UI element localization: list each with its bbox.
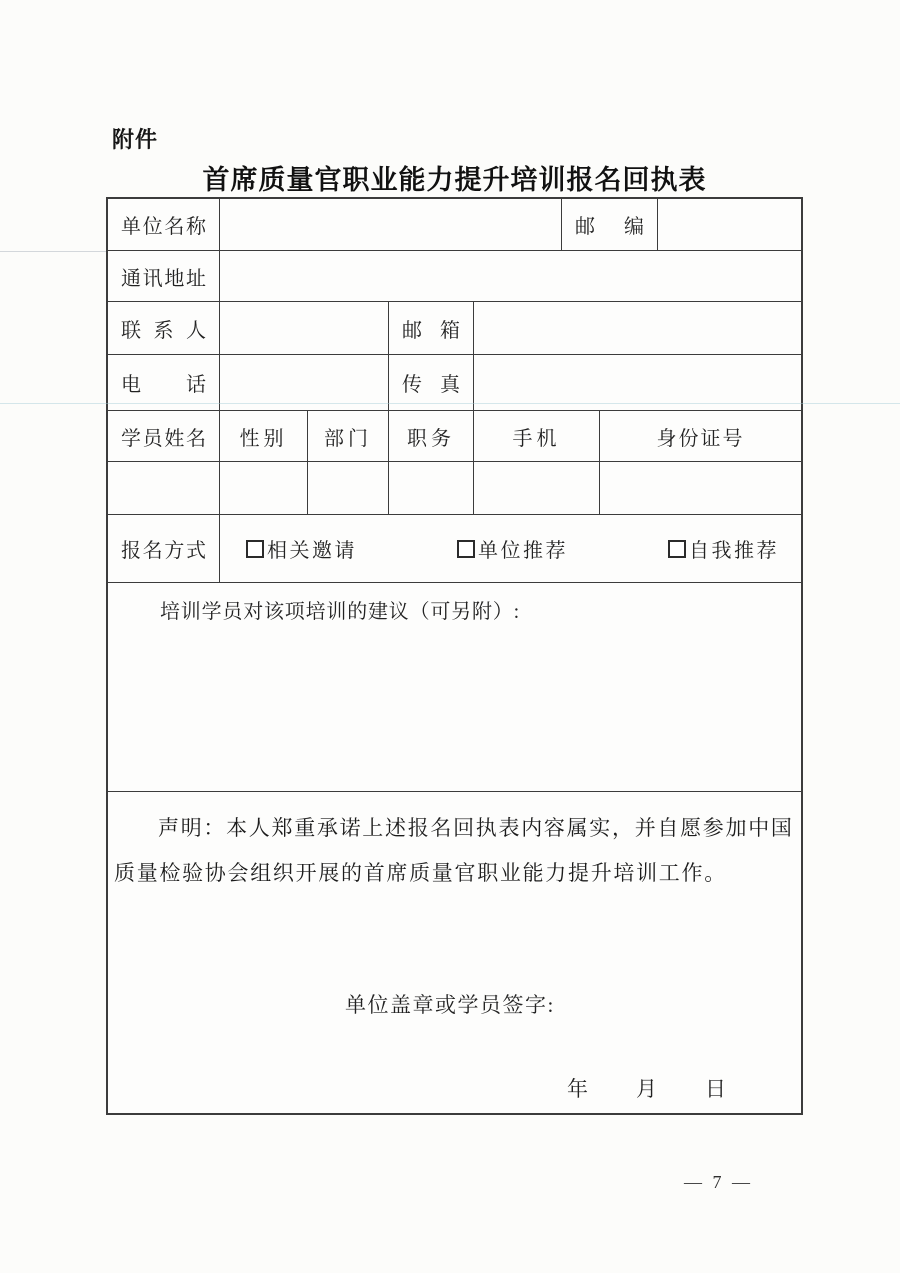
checkbox-icon[interactable] xyxy=(668,540,686,558)
form-title: 首席质量官职业能力提升培训报名回执表 xyxy=(202,165,707,195)
department-input-cell[interactable] xyxy=(308,462,389,514)
department-header: 部门 xyxy=(324,427,372,450)
option-related-invitation-label: 相关邀请 xyxy=(267,540,357,562)
email-input-cell[interactable] xyxy=(474,302,801,354)
mobile-header-cell xyxy=(474,411,600,461)
student-name-header-cell xyxy=(108,411,220,461)
option-related-invitation[interactable] xyxy=(246,534,357,563)
suggestion-input-cell[interactable] xyxy=(108,583,801,791)
student-name-input-cell[interactable] xyxy=(108,462,220,514)
student-name-header: 学员姓名 xyxy=(121,427,206,450)
fax-label-cell xyxy=(389,355,474,410)
position-input-cell[interactable] xyxy=(389,462,474,514)
mobile-header: 手机 xyxy=(512,427,561,450)
row-address xyxy=(108,251,801,302)
registration-form-table xyxy=(106,197,803,1115)
id-number-input-cell[interactable] xyxy=(600,462,801,514)
postal-code-label-cell xyxy=(562,199,658,250)
address-label: 通讯地址 xyxy=(121,267,206,290)
date-line: 年 月 日 xyxy=(567,1077,728,1101)
contact-label-cell xyxy=(108,302,220,354)
id-number-header: 身份证号 xyxy=(656,427,745,450)
address-label-cell xyxy=(108,251,220,301)
row-student-header xyxy=(108,411,801,462)
declaration-text: 声明：本人郑重承诺上述报名回执表内容属实，并自愿参加中国质量检验协会组织开展的首席质量官职业能力提升培训工作。 xyxy=(114,816,794,885)
option-unit-recommendation-label: 单位推荐 xyxy=(478,540,568,562)
gender-input-cell[interactable] xyxy=(220,462,308,514)
unit-name-input-cell[interactable] xyxy=(220,199,562,250)
position-header: 职务 xyxy=(407,427,455,450)
suggestion-label: 培训学员对该项培训的建议（可另附）: xyxy=(160,601,520,623)
gender-header: 性别 xyxy=(239,427,288,450)
scan-artifact-line xyxy=(0,251,106,252)
row-suggestions xyxy=(108,583,801,792)
registration-options-cell xyxy=(220,515,801,582)
option-self-recommendation[interactable] xyxy=(668,534,779,563)
contact-person-label: 联系人 xyxy=(121,319,206,342)
position-header-cell xyxy=(389,411,474,461)
row-declaration xyxy=(108,792,801,1113)
page-number: — 7 — xyxy=(684,1172,753,1192)
address-input-cell[interactable] xyxy=(220,251,801,301)
attachment-label: 附件 xyxy=(112,127,159,152)
gender-header-cell xyxy=(220,411,308,461)
checkbox-icon[interactable] xyxy=(457,540,475,558)
row-student-entry xyxy=(108,462,801,515)
option-self-recommendation-label: 自我推荐 xyxy=(689,540,779,562)
postal-code-label: 邮编 xyxy=(575,216,644,238)
department-header-cell xyxy=(308,411,389,461)
fax-input-cell[interactable] xyxy=(474,355,801,410)
checkbox-icon[interactable] xyxy=(246,540,264,558)
contact-input-cell[interactable] xyxy=(220,302,389,354)
scan-artifact-line xyxy=(0,403,900,404)
phone-label-cell xyxy=(108,355,220,410)
unit-name-label: 单位名称 xyxy=(121,216,206,238)
registration-method-label: 报名方式 xyxy=(121,540,206,562)
phone-input-cell[interactable] xyxy=(220,355,389,410)
option-unit-recommendation[interactable] xyxy=(457,534,568,563)
fax-label: 传真 xyxy=(402,374,460,396)
postal-code-input-cell[interactable] xyxy=(658,199,801,250)
id-number-header-cell xyxy=(600,411,801,461)
registration-method-label-cell xyxy=(108,515,220,582)
phone-label: 电话 xyxy=(121,374,206,396)
row-contact xyxy=(108,302,801,355)
mobile-input-cell[interactable] xyxy=(474,462,600,514)
row-registration-method xyxy=(108,515,801,583)
email-label: 邮箱 xyxy=(402,319,460,342)
row-unit-name xyxy=(108,199,801,251)
declaration-cell xyxy=(108,792,801,1113)
email-label-cell xyxy=(389,302,474,354)
unit-name-label-cell xyxy=(108,199,220,250)
signature-label: 单位盖章或学员签字: xyxy=(345,993,555,1017)
